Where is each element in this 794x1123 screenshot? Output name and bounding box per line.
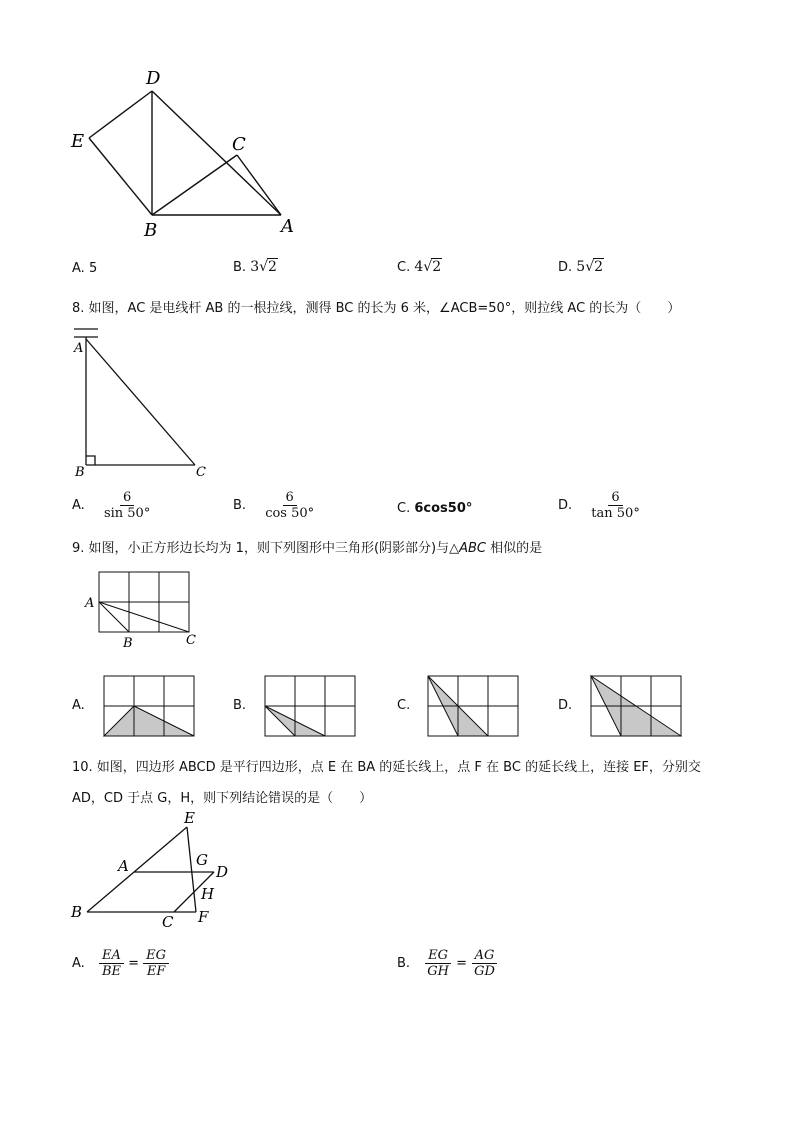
label-g: G: [196, 851, 208, 869]
label-e: E: [184, 809, 195, 827]
q8-option-d: D. $\frac{6}{\tan 50^\circ}$: [558, 490, 640, 521]
q9-option-c-figure: [427, 675, 519, 737]
label-a: A: [118, 857, 129, 875]
label-b: B: [144, 220, 158, 241]
q8-option-a: A. $\frac{6}{\sin 50^\circ}$: [72, 490, 151, 521]
q7-figure: [60, 60, 310, 245]
q10-option-b: B. $\frac{EG}{GH}$ = $\frac{AG}{GD}$: [397, 948, 498, 979]
label-b: B: [75, 465, 85, 480]
q8-option-c: C. 6cos50°: [397, 501, 473, 516]
label-d: D: [146, 68, 161, 89]
q9-text: 9. 如图，小正方形边长均为 1，则下列图形中三角形(阴影部分)与△ABC 相似的是: [72, 541, 543, 556]
q10-figure: [65, 805, 245, 930]
q9-option-c-label: C.: [397, 698, 411, 713]
q7-option-b: B. 3√2: [233, 259, 277, 275]
label-a: A: [281, 216, 294, 237]
label-f: F: [198, 908, 209, 926]
label-b: B: [123, 636, 133, 651]
q10-option-a: A. $\frac{EA}{BE}$ = $\frac{EG}{EF}$: [72, 948, 169, 979]
q10-text-line2: AD，CD 于点 G，H，则下列结论错误的是（ ）: [72, 791, 373, 806]
q7-option-d: D. 5√2: [558, 259, 604, 275]
q9-option-b-figure: [264, 675, 356, 737]
q9-option-d-label: D.: [558, 698, 573, 713]
label-c: C: [196, 465, 206, 480]
q8-figure: [70, 325, 220, 485]
q7-option-c: C. 4√2: [397, 259, 442, 275]
label-a: A: [85, 596, 95, 611]
q9-option-d-figure: [590, 675, 682, 737]
q10-text-line1: 10. 如图，四边形 ABCD 是平行四边形，点 E 在 BA 的延长线上，点 F 在 BC 的延长线上，连接 EF，分别交: [72, 760, 701, 775]
q8-text: 8. 如图，AC 是电线杆 AB 的一根拉线，测得 BC 的长为 6 米，∠ACB=50°，则拉线 AC 的长为（ ）: [72, 301, 681, 316]
q9-reference-figure: [80, 565, 210, 655]
q8-option-b: B. $\frac{6}{\cos 50^\circ}$: [233, 490, 315, 521]
q9-option-a-figure: [103, 675, 195, 737]
label-h: H: [201, 885, 215, 903]
label-b: B: [71, 903, 83, 921]
label-c: C: [232, 134, 246, 155]
label-a: A: [74, 341, 84, 356]
label-c: C: [186, 633, 196, 648]
label-c: C: [162, 913, 174, 930]
label-e: E: [71, 131, 85, 152]
q9-option-b-label: B.: [233, 698, 247, 713]
q9-option-a-label: A.: [72, 698, 85, 713]
q7-option-a: A. 5: [72, 261, 98, 276]
label-d: D: [216, 863, 229, 881]
